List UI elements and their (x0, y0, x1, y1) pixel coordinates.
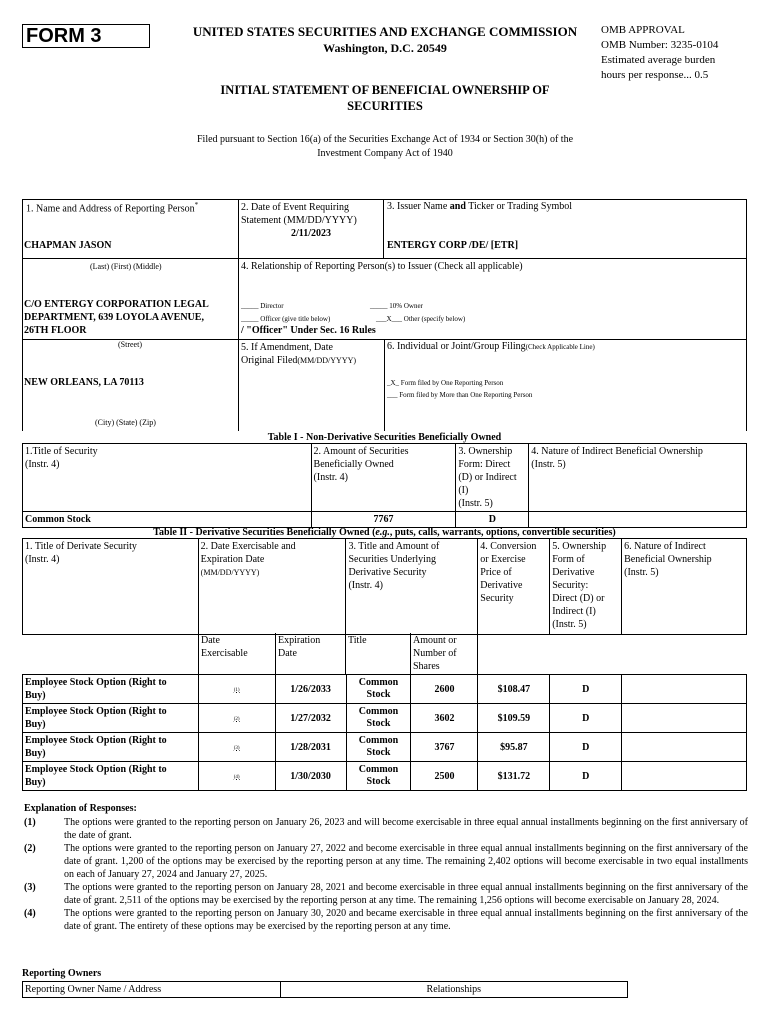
omb-approval (601, 23, 766, 83)
director-option[interactable]: _____ Director (241, 302, 284, 310)
underlying-title: Common Stock (346, 675, 411, 704)
box3-label-and: and (449, 201, 466, 212)
sub-date-exercisable: Date Exercisable (199, 633, 276, 675)
filed-pursuant-line2: Investment Company Act of 1940 (317, 148, 453, 159)
footnote-number: (2) (24, 843, 36, 854)
security-title: Common Stock (23, 512, 312, 528)
box2-label1: 2. Date of Event Requiring (241, 202, 350, 213)
box5 (241, 341, 356, 367)
date-exercisable (198, 675, 275, 704)
table2-col3-header: 3. Title and Amount of Securities Underlying Derivative Security (Instr. 4) (346, 539, 478, 635)
divider (238, 339, 747, 340)
ten-percent-option[interactable]: _____ 10% Owner (370, 302, 423, 310)
amount-owned: 7767 (311, 512, 456, 528)
table-row (23, 675, 747, 704)
footnote-number: (1) (24, 817, 36, 828)
table2-subheader (198, 633, 478, 675)
form-title-line2: SECURITIES (347, 99, 423, 113)
reporting-owners-table (22, 981, 628, 998)
omb-line1: OMB APPROVAL (601, 24, 685, 36)
street-address (24, 298, 209, 337)
divider (384, 339, 385, 431)
box3-label (387, 201, 572, 212)
divider (383, 199, 384, 258)
box1-label-text: 1. Name and Address of Reporting Person (26, 203, 195, 215)
reporting-person-name: CHAPMAN JASON (24, 240, 112, 251)
officer-title: / "Officer" Under Sec. 16 Rules (241, 325, 376, 336)
table2-col5-header: 5. Ownership Form of Derivative Security: Direct (D) or Indirect (I) (Instr. 5) (550, 539, 622, 635)
table-row (23, 733, 747, 762)
table-row (23, 762, 747, 791)
agency-city: Washington, D.C. 20549 (323, 41, 447, 55)
omb-line2: OMB Number: 3235-0104 (601, 39, 719, 51)
expiration-date: 1/27/2032 (275, 704, 346, 733)
list-item (24, 842, 748, 881)
owner-name-header: Reporting Owner Name / Address (23, 982, 281, 998)
filing-option-multiple[interactable]: ___ Form filed by More than One Reporting Person (387, 391, 533, 399)
nature-of-ownership (622, 733, 747, 762)
relationships-header: Relationships (280, 982, 627, 998)
divider (22, 258, 238, 259)
nature-of-ownership (529, 512, 747, 528)
box6-label (387, 341, 595, 352)
form-title-line1: INITIAL STATEMENT OF BENEFICIAL OWNERSHIP OF (220, 83, 550, 97)
divider (238, 199, 239, 431)
box1-asterisk: * (194, 201, 199, 209)
box3-label-post: Ticker or Trading Symbol (465, 201, 573, 212)
box6-label-text: 6. Individual or Joint/Group Filing (387, 341, 526, 352)
table2-col1-header: 1. Title of Derivate Security (Instr. 4) (23, 539, 199, 635)
exercise-price: $109.59 (478, 704, 550, 733)
footnote-number: (4) (24, 908, 36, 919)
nature-of-ownership (622, 675, 747, 704)
issuer-name: ENTERGY CORP /DE/ [ETR] (387, 240, 519, 251)
city-caption: (City) (State) (Zip) (95, 418, 156, 427)
list-item (24, 907, 748, 933)
form-label: FORM 3 (22, 24, 150, 48)
box3-label-pre: 3. Issuer Name (387, 201, 450, 212)
name-caption: (Last) (First) (Middle) (90, 262, 162, 271)
expiration-date: 1/28/2031 (275, 733, 346, 762)
footnote-link[interactable]: (4) (233, 774, 240, 780)
table1-col2-header: 2. Amount of Securities Beneficially Owned (Instr. 4) (311, 444, 456, 512)
table2-col2-header: 2. Date Exercisable and Expiration Date (MM/DD/YYYY) (198, 539, 346, 635)
exercise-price: $95.87 (478, 733, 550, 762)
table2-header (22, 538, 747, 635)
reporting-owners-heading: Reporting Owners (22, 968, 102, 979)
sub-amount-shares: Amount or Number of Shares (411, 633, 478, 675)
table-row (23, 512, 747, 528)
underlying-amount: 3767 (411, 733, 478, 762)
box2 (241, 201, 381, 240)
derivative-title: Employee Stock Option (Right to Buy) (23, 733, 199, 762)
table1-title: Table I - Non-Derivative Securities Beneficially Owned (267, 432, 502, 443)
filed-pursuant-line1: Filed pursuant to Section 16(a) of the Securities Exchange Act of 1934 or Section 30(h) of the (196, 134, 574, 145)
date-exercisable (198, 733, 275, 762)
ownership-form: D (550, 704, 622, 733)
date-exercisable (198, 704, 275, 733)
exercise-price: $108.47 (478, 675, 550, 704)
expiration-date: 1/26/2033 (275, 675, 346, 704)
ownership-form: D (550, 675, 622, 704)
box5-label2-small: (MM/DD/YYYY) (297, 356, 357, 365)
table1-col4-header: 4. Nature of Indirect Beneficial Ownership (Instr. 5) (529, 444, 747, 512)
list-item (24, 881, 748, 907)
filing-option-one[interactable]: _X_ Form filed by One Reporting Person (387, 379, 504, 387)
event-date: 2/11/2023 (290, 228, 331, 239)
divider (238, 258, 747, 259)
street-caption: (Street) (118, 340, 142, 349)
omb-line4: hours per response... 0.5 (601, 69, 709, 81)
other-option[interactable]: ___X___ Other (specify below) (376, 315, 466, 323)
nature-of-ownership (622, 704, 747, 733)
exercise-price: $131.72 (478, 762, 550, 791)
underlying-title: Common Stock (346, 762, 411, 791)
underlying-amount: 2500 (411, 762, 478, 791)
footnote-number: (3) (24, 882, 36, 893)
table2-title: Table II - Derivative Securities Beneficially Owned (e.g., puts, calls, warrants, options, convertible securities) (153, 527, 616, 538)
street-line2: DEPARTMENT, 639 LOYOLA AVENUE, (24, 312, 204, 323)
nature-of-ownership (622, 762, 747, 791)
box6-label-small: (Check Applicable Line) (525, 343, 595, 351)
table1 (22, 443, 747, 528)
footnote-link[interactable]: (3) (233, 745, 240, 751)
explanation-heading: Explanation of Responses: (24, 803, 137, 814)
derivative-title: Employee Stock Option (Right to Buy) (23, 762, 199, 791)
expiration-date: 1/30/2030 (275, 762, 346, 791)
box2-label2: Statement (MM/DD/YYYY) (241, 215, 357, 226)
omb-line3: Estimated average burden (601, 54, 716, 66)
table2-rows (22, 674, 747, 791)
footnote-text: The options were granted to the reporting person on January 28, 2021 and become exercisable in three equal annual installments beginning on the first anniversary of the date of grant. 2,511 of the options may be exercised by the reporting person at any time. The remaining 1,256 options will become exercisable on January 28, 2024. (64, 882, 748, 906)
list-item (24, 816, 748, 842)
underlying-amount: 2600 (411, 675, 478, 704)
derivative-title: Employee Stock Option (Right to Buy) (23, 704, 199, 733)
ownership-form: D (550, 762, 622, 791)
agency-name: UNITED STATES SECURITIES AND EXCHANGE COMMISSION (192, 24, 578, 39)
table-row (23, 704, 747, 733)
sub-expiration-date: Expiration Date (276, 633, 346, 675)
table2-col6-header: 6. Nature of Indirect Beneficial Ownership (Instr. 5) (622, 539, 747, 635)
footnote-text: The options were granted to the reporting person on January 27, 2022 and become exercisable in three equal annual installments beginning on the first anniversary of the date of grant. 1,200 of the options may be exercised by the reporting person at any time. The remaining 2,402 options will become exercisable in two equal installments on each of January 27, 2024 and January 27, 2025. (64, 843, 748, 880)
footnote-text: The options were granted to the reporting person on January 30, 2020 and became exercisable in three equal annual installments beginning on the first anniversary of the date of grant. The entirety of these options may be exercised by the reporting person at any time. (64, 908, 748, 932)
sub-title: Title (346, 633, 411, 675)
date-exercisable (198, 762, 275, 791)
underlying-amount: 3602 (411, 704, 478, 733)
underlying-title: Common Stock (346, 704, 411, 733)
footnote-link[interactable]: (2) (233, 716, 240, 722)
officer-option[interactable]: _____ Officer (give title below) (241, 315, 331, 323)
city-state-zip: NEW ORLEANS, LA 70113 (24, 377, 144, 388)
derivative-title: Employee Stock Option (Right to Buy) (23, 675, 199, 704)
box5-label1: 5. If Amendment, Date (241, 342, 333, 353)
box1-label (26, 201, 198, 214)
footnote-link[interactable]: (1) (233, 687, 240, 693)
footnote-text: The options were granted to the reporting person on January 26, 2023 and will become exercisable in three equal annual installments beginning on the first anniversary of the date of grant. (64, 817, 748, 841)
underlying-title: Common Stock (346, 733, 411, 762)
table2-col4-header: 4. Conversion or Exercise Price of Derivative Security (478, 539, 550, 635)
table1-col1-header: 1.Title of Security (Instr. 4) (23, 444, 312, 512)
table1-col3-header: 3. Ownership Form: Direct (D) or Indirect (I) (Instr. 5) (456, 444, 529, 512)
ownership-form: D (456, 512, 529, 528)
ownership-form: D (550, 733, 622, 762)
box5-label2: Original Filed (241, 355, 298, 366)
street-line3: 26TH FLOOR (24, 325, 87, 336)
street-line1: C/O ENTERGY CORPORATION LEGAL (24, 299, 209, 310)
box4-label: 4. Relationship of Reporting Person(s) to Issuer (Check all applicable) (241, 261, 523, 272)
explanation-list (24, 816, 748, 933)
